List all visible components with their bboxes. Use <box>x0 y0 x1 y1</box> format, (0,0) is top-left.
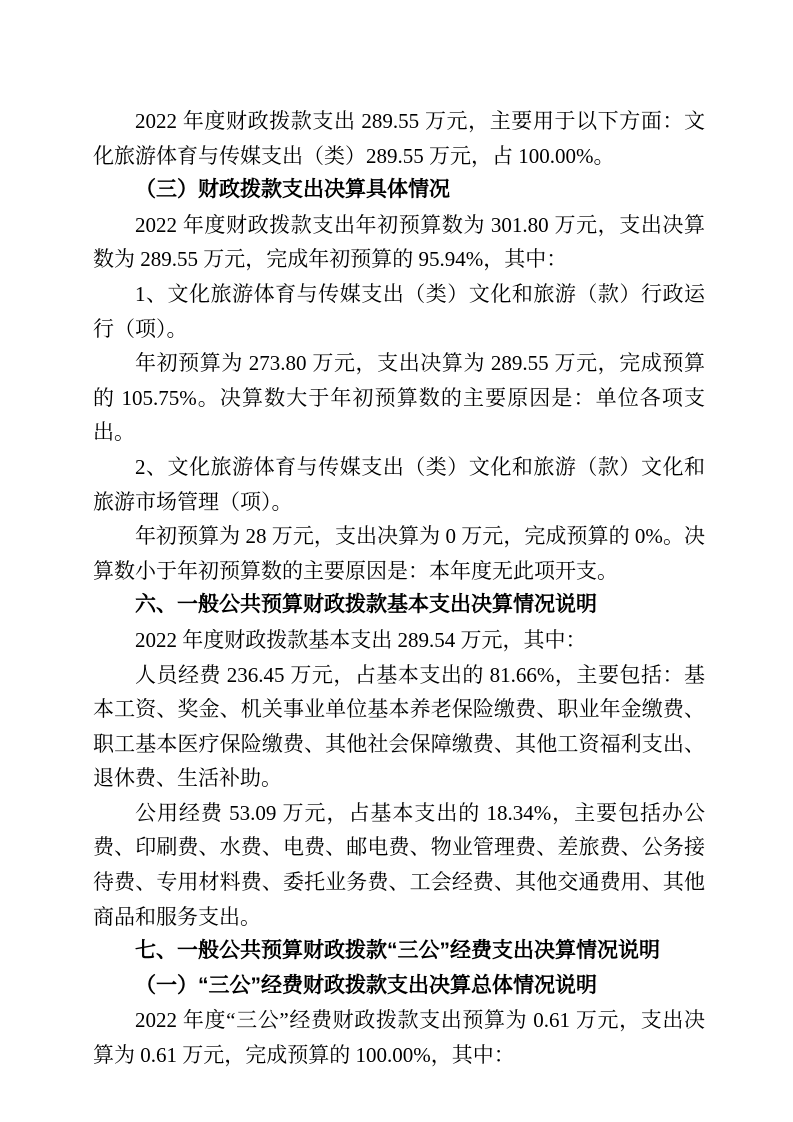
body-paragraph: 公用经费 53.09 万元，占基本支出的 18.34%，主要包括办公费、印刷费、水费、电费、邮电费、物业管理费、差旅费、公务接待费、专用材料费、委托业务费、工会经费、其他交通费用、其他商品和服务支出。 <box>93 800 705 929</box>
section-heading: 七、一般公共预算财政拨款“三公”经费支出决算情况说明 <box>135 939 660 963</box>
body-paragraph: 年初预算为 273.80 万元，支出决算为 289.55 万元，完成预算的 105.75%。决算数大于年初预算数的主要原因是：单位各项支出。 <box>93 351 705 445</box>
section-heading: （三）财政拨款支出决算具体情况 <box>135 178 450 202</box>
body-paragraph: 2022 年度财政拨款支出 289.55 万元，主要用于以下方面：文化旅游体育与传媒支出（类）289.55 万元，占 100.00%。 <box>93 109 705 168</box>
body-paragraph: 2022 年度财政拨款支出年初预算数为 301.80 万元，支出决算数为 289.55 万元，完成年初预算的 95.94%，其中： <box>93 212 705 272</box>
body-paragraph: 年初预算为 28 万元，支出决算为 0 万元，完成预算的 0%。决算数小于年初预算数的主要原因是：本年度无此项开支。 <box>93 524 705 583</box>
body-paragraph: 2022 年度“三公”经费财政拨款支出预算为 0.61 万元，支出决算为 0.61 万元，完成预算的 100.00%，其中： <box>93 1008 705 1068</box>
section-heading: （一）“三公”经费财政拨款支出决算总体情况说明 <box>135 973 597 997</box>
section-heading: 六、一般公共预算财政拨款基本支出决算情况说明 <box>135 593 597 617</box>
document-body <box>93 104 705 1073</box>
body-paragraph: 1、文化旅游体育与传媒支出（类）文化和旅游（款）行政运行（项）。 <box>93 281 705 341</box>
body-paragraph: 2、文化旅游体育与传媒支出（类）文化和旅游（款）文化和旅游市场管理（项）。 <box>93 454 705 514</box>
body-paragraph: 2022 年度财政拨款基本支出 289.54 万元，其中： <box>135 627 587 652</box>
body-paragraph: 人员经费 236.45 万元，占基本支出的 81.66%，主要包括：基本工资、奖金、机关事业单位基本养老保险缴费、职业年金缴费、职工基本医疗保险缴费、其他社会保障缴费、其他工资福利支出、退休费、生活补助。 <box>93 662 705 791</box>
